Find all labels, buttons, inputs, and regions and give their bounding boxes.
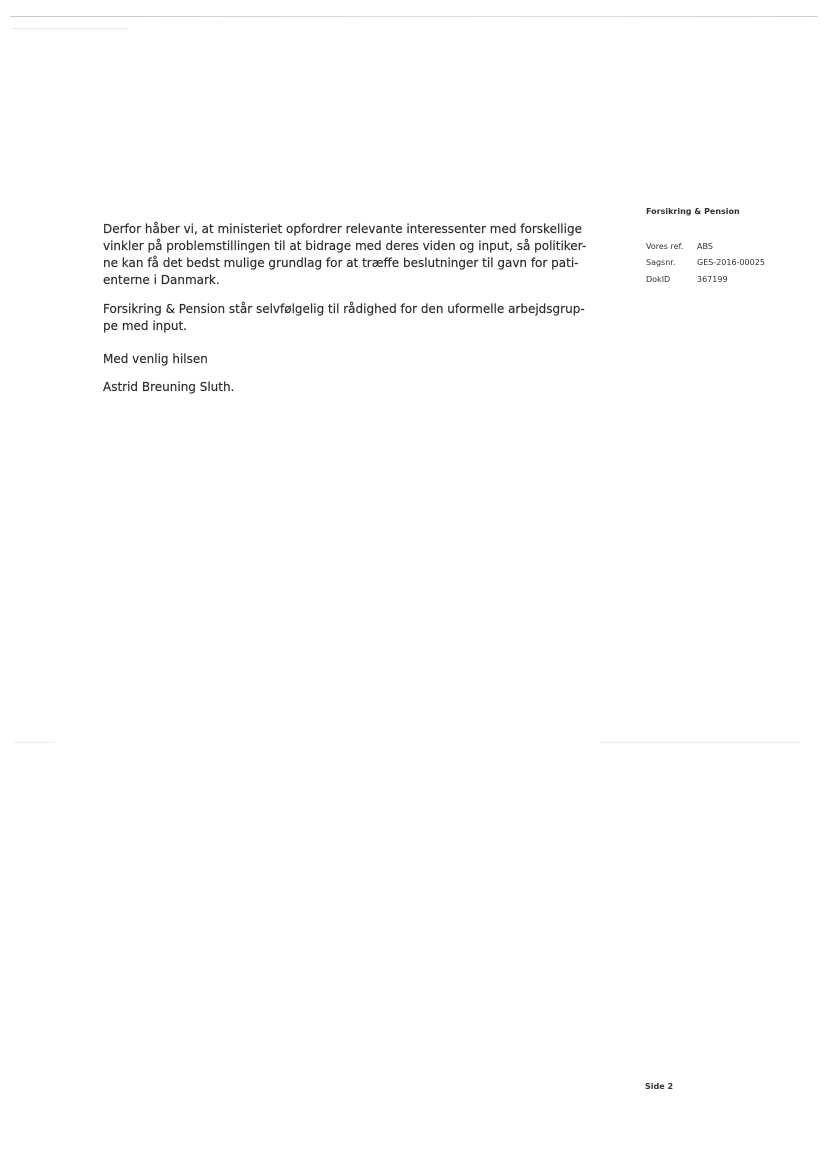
meta-value: ABS	[697, 241, 713, 251]
text-line: Forsikring & Pension står selvfølgelig til rådighed for den uformelle arbejdsgrup-	[103, 302, 585, 316]
text-line: pe med input.	[103, 319, 187, 333]
meta-row-reference	[646, 238, 816, 255]
text-line: enterne i Danmark.	[103, 273, 220, 287]
scan-artifact	[14, 742, 54, 743]
scan-edge-line	[10, 16, 818, 17]
paragraph	[103, 221, 603, 289]
organization-name: Forsikring & Pension	[646, 207, 740, 216]
text-line: vinkler på problemstillingen til at bidrage med deres viden og input, så politiker-	[103, 239, 587, 253]
meta-value: 367199	[697, 274, 728, 284]
paragraph	[103, 301, 603, 335]
document-sidebar	[646, 207, 816, 288]
scan-edge-line	[12, 28, 128, 29]
text-line: ne kan få det bedst mulige grundlag for at træffe beslutninger til gavn for pati-	[103, 256, 579, 270]
meta-value: GES-2016-00025	[697, 258, 765, 268]
greeting: Med venlig hilsen	[103, 352, 208, 366]
closing	[103, 351, 603, 396]
meta-row-case-number	[646, 255, 816, 272]
page-number: Side 2	[645, 1082, 674, 1091]
meta-label: Vores ref.	[646, 241, 684, 251]
signature: Astrid Breuning Sluth.	[103, 380, 235, 394]
meta-label: DokID	[646, 274, 671, 284]
scan-artifact	[600, 742, 800, 743]
meta-label: Sagsnr.	[646, 258, 676, 268]
text-line: Derfor håber vi, at ministeriet opfordrer relevante interessenter med forskellige	[103, 222, 582, 236]
meta-row-doc-id	[646, 271, 816, 288]
letter-body	[103, 221, 603, 396]
